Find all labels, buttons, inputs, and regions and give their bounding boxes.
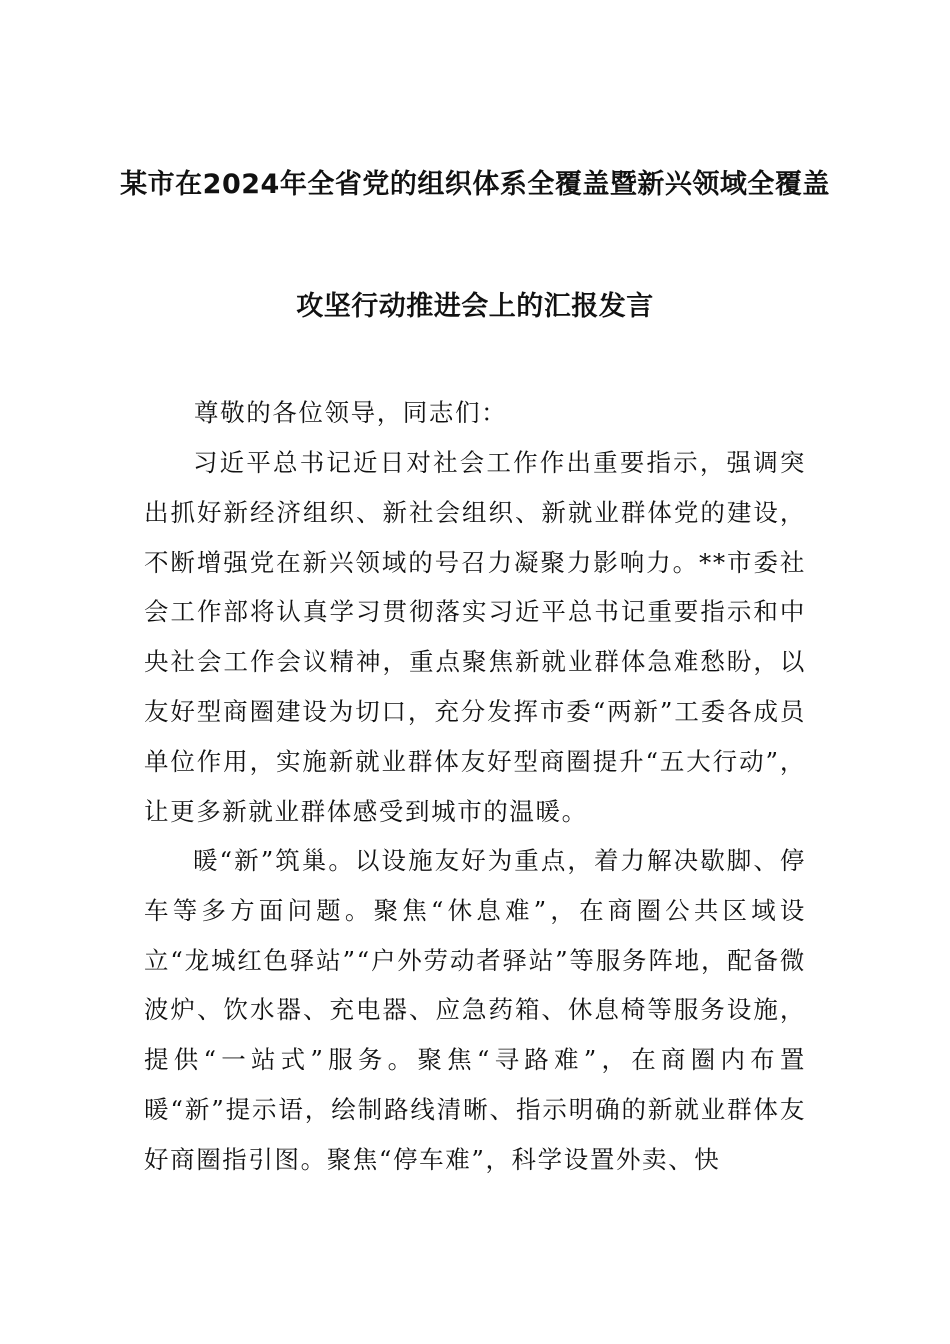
paragraph-warm-nest: 暖“新”筑巢。以设施友好为重点，着力解决歇脚、停车等多方面问题。聚焦“休息难”，在商圈公共区域设立“龙城红色驿站”“户外劳动者驿站”等服务阵地，配备微波炉、饮水器、充电器、应急药箱、休息椅等服务设施，提供“一站式”服务。聚焦“寻路难”，在商圈内布置暖“新”提示语，绘制路线清晰、指示明确的新就业群体友好商圈指引图。聚焦“停车难”，科学设置外卖、快 [144, 846, 806, 1174]
paragraph-intro: 习近平总书记近日对社会工作作出重要指示，强调突出抓好新经济组织、新社会组织、新就业群体党的建设，不断增强党在新兴领域的号召力凝聚力影响力。**市委社会工作部将认真学习贯彻落实习近平总书记重要指示和中央社会工作会议精神，重点聚焦新就业群体急难愁盼，以友好型商圈建设为切口，充分发挥市委“两新”工委各成员单位作用，实施新就业群体友好型商圈提升“五大行动”，让更多新就业群体感受到城市的温暖。 [144, 448, 806, 826]
document-title-line-1: 某市在2024年全省党的组织体系全覆盖暨新兴领域全覆盖 [120, 169, 830, 200]
salutation: 尊敬的各位领导，同志们： [194, 398, 508, 427]
document-title-line-2: 攻坚行动推进会上的汇报发言 [296, 291, 654, 322]
